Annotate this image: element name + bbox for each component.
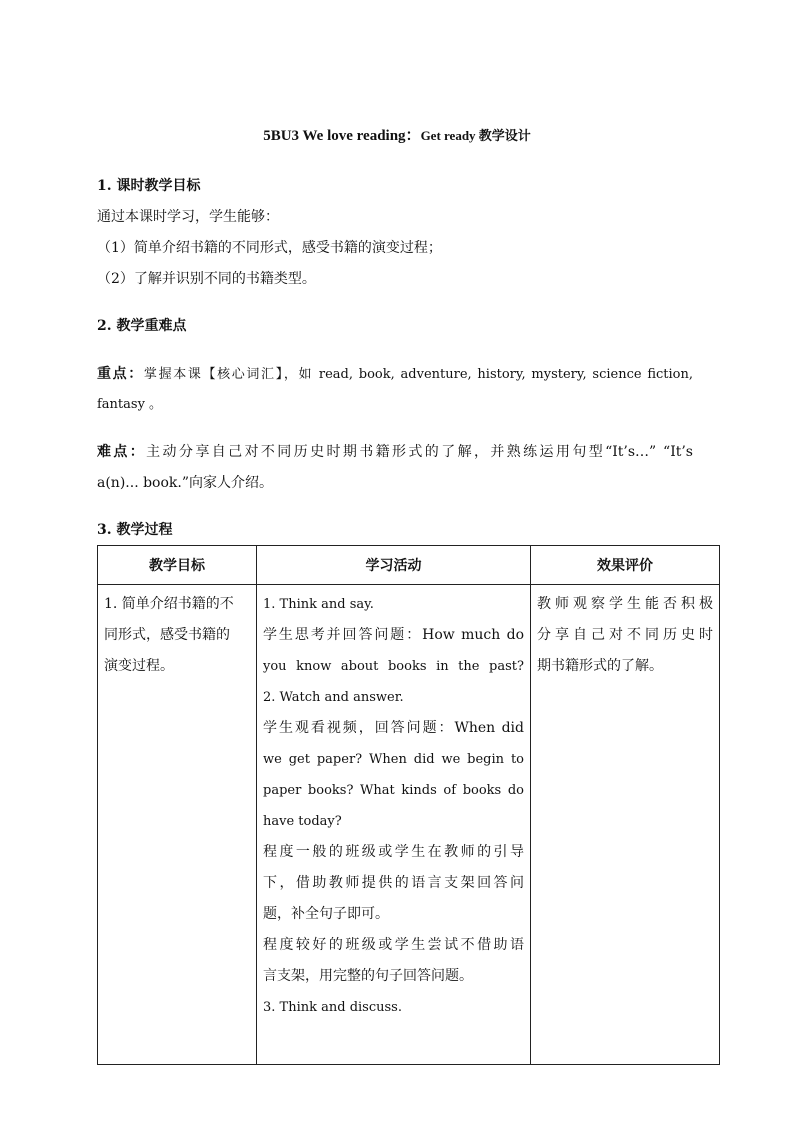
activity-line: paper books? What kinds of books do [263,783,524,798]
activity-cell [257,585,531,1065]
key-point-line-1 [97,364,693,385]
table-row [98,585,720,1065]
key-point-text: 掌握本课【核心词汇】，如 read, book, adventure, history, mystery, science fiction, [143,367,693,382]
header-evaluation: 效果评价 [531,546,720,585]
activity-line: 1. Think and say. [263,597,374,612]
difficult-point-line-2: a(n)... book.”向家人介绍。 [97,475,273,491]
section-1-item-2: （2）了解并识别不同的书籍类型。 [97,271,316,287]
evaluation-line: 期书籍形式的了解。 [537,658,663,674]
section-1-item-1: （1）简单介绍书籍的不同形式，感受书籍的演变过程； [97,240,442,256]
activity-line: 言支架，用完整的句子回答问题。 [263,968,473,984]
header-goal: 教学目标 [98,546,257,585]
activity-line: you know about books in the past? [263,659,524,674]
activity-line: 程度一般的班级或学生在教师的引导 [263,844,524,860]
section-1-intro: 通过本课时学习，学生能够： [97,209,279,225]
goal-line: 同形式，感受书籍的 [104,627,230,643]
title-main: 5BU3 We love reading： [263,128,421,144]
evaluation-line: 教师观察学生能否积极 [537,596,713,612]
section-3-heading: 3. 教学过程 [97,522,173,538]
teaching-process-table [97,545,720,1065]
header-activity: 学习活动 [257,546,531,585]
goal-cell [98,585,257,1065]
difficult-point-label: 难点： [97,444,147,460]
activity-line: 2. Watch and answer. [263,690,404,705]
section-1-heading: 1. 课时教学目标 [97,178,201,194]
document-title [0,124,794,145]
activity-line: we get paper? When did we begin to [263,752,524,767]
activity-line: 程度较好的班级或学生尝试不借助语 [263,937,524,953]
activity-line: 下，借助教师提供的语言支架回答问 [263,875,524,891]
activity-line: 学生观看视频，回答问题：When did [263,720,524,736]
key-point-line-2: fantasy 。 [97,397,163,412]
evaluation-line: 分享自己对不同历史时 [537,627,713,643]
activity-line: have today? [263,814,342,829]
table-header-row [98,546,720,585]
difficult-point-text: 主动分享自己对不同历史时期书籍形式的了解，并熟练运用句型“It’s…” “It’s [146,444,693,460]
difficult-point-line-1 [97,442,693,462]
activity-line: 学生思考并回答问题：How much do [263,627,524,643]
key-point-label: 重点： [97,366,144,382]
goal-line: 1. 简单介绍书籍的不 [104,596,234,612]
goal-line: 演变过程。 [104,658,174,674]
activity-line: 题，补全句子即可。 [263,906,389,922]
section-2-heading: 2. 教学重难点 [97,318,187,334]
evaluation-cell [531,585,720,1065]
title-sub: Get ready 教学设计 [420,128,531,143]
activity-line: 3. Think and discuss. [263,1000,402,1015]
